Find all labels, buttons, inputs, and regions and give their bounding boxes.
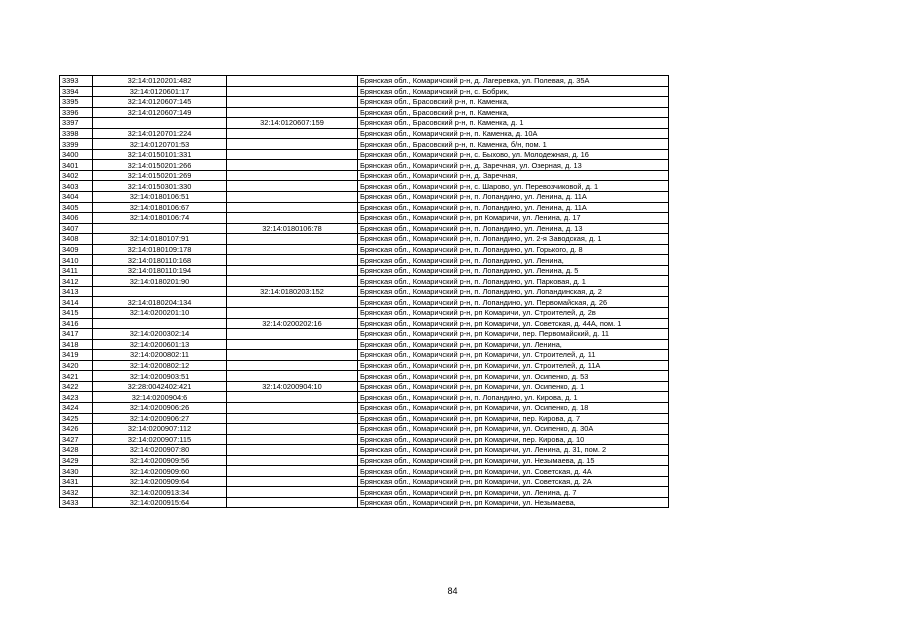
table-row: [60, 371, 669, 382]
address-cell: Брянская обл., Комаричский р-н, рп Комаричи, ул. Советская, д. 4А: [358, 466, 669, 477]
secondary-cadastral-number-cell: [227, 265, 358, 276]
row-number-cell: 3429: [60, 455, 93, 466]
secondary-cadastral-number-cell: [227, 170, 358, 181]
address-cell: Брянская обл., Комаричский р-н, рп Комаричи, ул. Осипенко, д. 30А: [358, 424, 669, 435]
address-cell: Брянская обл., Брасовский р-н, п. Каменка,: [358, 97, 669, 108]
cadastral-number-cell: 32:14:0200302:14: [93, 329, 227, 340]
property-table-body: [60, 76, 669, 508]
address-cell: Брянская обл., Брасовский р-н, п. Каменка,: [358, 107, 669, 118]
cadastral-number-cell: 32:14:0200906:26: [93, 402, 227, 413]
table-row: [60, 86, 669, 97]
table-row: [60, 487, 669, 498]
table-row: [60, 466, 669, 477]
cadastral-number-cell: [93, 223, 227, 234]
cadastral-number-cell: 32:14:0200601:13: [93, 339, 227, 350]
cadastral-number-cell: 32:14:0180201:90: [93, 276, 227, 287]
address-cell: Брянская обл., Комаричский р-н, рп Комаричи, ул. Советская, д. 44А, пом. 1: [358, 318, 669, 329]
cadastral-number-cell: 32:14:0180110:168: [93, 255, 227, 266]
table-row: [60, 128, 669, 139]
table-row: [60, 497, 669, 508]
cadastral-number-cell: 32:14:0150101:331: [93, 149, 227, 160]
cadastral-number-cell: 32:14:0200906:27: [93, 413, 227, 424]
cadastral-number-cell: [93, 118, 227, 129]
cadastral-number-cell: 32:14:0200802:11: [93, 350, 227, 361]
table-row: [60, 234, 669, 245]
secondary-cadastral-number-cell: [227, 149, 358, 160]
table-row: [60, 402, 669, 413]
secondary-cadastral-number-cell: [227, 160, 358, 171]
address-cell: Брянская обл., Комаричский р-н, рп Комаричи, ул. Незымаева, д. 15: [358, 455, 669, 466]
address-cell: Брянская обл., Комаричский р-н, рп Комаричи, ул. Ленина, д. 7: [358, 487, 669, 498]
table-row: [60, 350, 669, 361]
address-cell: Брянская обл., Брасовский р-н, п. Каменка, б/н, пом. 1: [358, 139, 669, 150]
table-row: [60, 213, 669, 224]
cadastral-number-cell: 32:14:0200907:112: [93, 424, 227, 435]
cadastral-number-cell: 32:14:0120701:224: [93, 128, 227, 139]
table-row: [60, 339, 669, 350]
table-row: [60, 192, 669, 203]
cadastral-number-cell: 32:14:0120701:53: [93, 139, 227, 150]
address-cell: Брянская обл., Комаричский р-н, рп Комаричи, ул. Строителей, д. 2в: [358, 308, 669, 319]
row-number-cell: 3418: [60, 339, 93, 350]
address-cell: Брянская обл., Комаричский р-н, д. Заречная, ул. Озерная, д. 13: [358, 160, 669, 171]
cadastral-number-cell: 32:14:0200903:51: [93, 371, 227, 382]
table-row: [60, 76, 669, 87]
address-cell: Брянская обл., Комаричский р-н, рп Комаричи, ул. Ленина, д. 17: [358, 213, 669, 224]
row-number-cell: 3400: [60, 149, 93, 160]
row-number-cell: 3431: [60, 476, 93, 487]
address-cell: Брянская обл., Комаричский р-н, п. Лопандино, ул. Парковая, д. 1: [358, 276, 669, 287]
secondary-cadastral-number-cell: [227, 424, 358, 435]
row-number-cell: 3395: [60, 97, 93, 108]
cadastral-number-cell: 32:14:0200909:60: [93, 466, 227, 477]
table-row: [60, 318, 669, 329]
secondary-cadastral-number-cell: [227, 255, 358, 266]
secondary-cadastral-number-cell: [227, 276, 358, 287]
table-row: [60, 118, 669, 129]
secondary-cadastral-number-cell: 32:14:0180203:152: [227, 286, 358, 297]
cadastral-number-cell: 32:14:0150201:269: [93, 170, 227, 181]
row-number-cell: 3404: [60, 192, 93, 203]
address-cell: Брянская обл., Комаричский р-н, п. Лопандино, ул. Первомайская, д. 26: [358, 297, 669, 308]
cadastral-number-cell: 32:14:0120607:149: [93, 107, 227, 118]
address-cell: Брянская обл., Комаричский р-н, рп Комаричи, ул. Строителей, д. 11А: [358, 360, 669, 371]
row-number-cell: 3423: [60, 392, 93, 403]
address-cell: Брянская обл., Комаричский р-н, рп Комаричи, ул. Ленина,: [358, 339, 669, 350]
cadastral-number-cell: 32:28:0042402:421: [93, 381, 227, 392]
cadastral-number-cell: 32:14:0200909:56: [93, 455, 227, 466]
table-row: [60, 329, 669, 340]
secondary-cadastral-number-cell: [227, 107, 358, 118]
cadastral-number-cell: 32:14:0120607:145: [93, 97, 227, 108]
row-number-cell: 3409: [60, 244, 93, 255]
table-row: [60, 97, 669, 108]
address-cell: Брянская обл., Комаричский р-н, п. Лопандино, ул. Ленина, д. 13: [358, 223, 669, 234]
address-cell: Брянская обл., Комаричский р-н, рп Комаричи, пер. Кирова, д. 7: [358, 413, 669, 424]
secondary-cadastral-number-cell: [227, 128, 358, 139]
row-number-cell: 3426: [60, 424, 93, 435]
cadastral-number-cell: 32:14:0200802:12: [93, 360, 227, 371]
table-row: [60, 381, 669, 392]
row-number-cell: 3432: [60, 487, 93, 498]
address-cell: Брянская обл., Комаричский р-н, с. Бобрик,: [358, 86, 669, 97]
table-row: [60, 255, 669, 266]
row-number-cell: 3393: [60, 76, 93, 87]
table-row: [60, 434, 669, 445]
address-cell: Брянская обл., Комаричский р-н, рп Комаричи, ул. Осипенко, д. 18: [358, 402, 669, 413]
table-row: [60, 476, 669, 487]
secondary-cadastral-number-cell: [227, 213, 358, 224]
secondary-cadastral-number-cell: [227, 308, 358, 319]
address-cell: Брянская обл., Комаричский р-н, рп Комаричи, ул. Осипенко, д. 53: [358, 371, 669, 382]
secondary-cadastral-number-cell: [227, 181, 358, 192]
address-cell: Брянская обл., Комаричский р-н, п. Лопандино, ул. 2-я Заводская, д. 1: [358, 234, 669, 245]
property-table: [59, 75, 669, 508]
secondary-cadastral-number-cell: [227, 360, 358, 371]
row-number-cell: 3396: [60, 107, 93, 118]
row-number-cell: 3422: [60, 381, 93, 392]
row-number-cell: 3433: [60, 497, 93, 508]
row-number-cell: 3427: [60, 434, 93, 445]
row-number-cell: 3424: [60, 402, 93, 413]
table-row: [60, 455, 669, 466]
secondary-cadastral-number-cell: [227, 202, 358, 213]
address-cell: Брянская обл., Комаричский р-н, с. Быхово, ул. Молодежная, д. 16: [358, 149, 669, 160]
table-row: [60, 107, 669, 118]
row-number-cell: 3430: [60, 466, 93, 477]
table-row: [60, 181, 669, 192]
table-row: [60, 360, 669, 371]
row-number-cell: 3425: [60, 413, 93, 424]
secondary-cadastral-number-cell: [227, 476, 358, 487]
table-row: [60, 286, 669, 297]
table-row: [60, 297, 669, 308]
address-cell: Брянская обл., Комаричский р-н, п. Лопандино, ул. Горького, д. 8: [358, 244, 669, 255]
page-number: 84: [447, 586, 458, 596]
secondary-cadastral-number-cell: [227, 497, 358, 508]
row-number-cell: 3398: [60, 128, 93, 139]
secondary-cadastral-number-cell: 32:14:0200202:16: [227, 318, 358, 329]
secondary-cadastral-number-cell: [227, 234, 358, 245]
cadastral-number-cell: 32:14:0200915:64: [93, 497, 227, 508]
secondary-cadastral-number-cell: [227, 86, 358, 97]
address-cell: Брянская обл., Комаричский р-н, рп Комаричи, ул. Осипенко, д. 1: [358, 381, 669, 392]
cadastral-number-cell: [93, 318, 227, 329]
row-number-cell: 3399: [60, 139, 93, 150]
row-number-cell: 3401: [60, 160, 93, 171]
table-row: [60, 170, 669, 181]
cadastral-number-cell: 32:14:0200907:80: [93, 445, 227, 456]
row-number-cell: 3410: [60, 255, 93, 266]
row-number-cell: 3413: [60, 286, 93, 297]
table-row: [60, 265, 669, 276]
row-number-cell: 3412: [60, 276, 93, 287]
row-number-cell: 3414: [60, 297, 93, 308]
row-number-cell: 3405: [60, 202, 93, 213]
cadastral-number-cell: 32:14:0150301:330: [93, 181, 227, 192]
address-cell: Брянская обл., Комаричский р-н, п. Лопандино, ул. Ленина,: [358, 255, 669, 266]
row-number-cell: 3411: [60, 265, 93, 276]
address-cell: Брянская обл., Комаричский р-н, п. Лопандино, ул. Кирова, д. 1: [358, 392, 669, 403]
address-cell: Брянская обл., Комаричский р-н, п. Лопандино, ул. Ленина, д. 5: [358, 265, 669, 276]
cadastral-number-cell: 32:14:0180107:91: [93, 234, 227, 245]
cadastral-number-cell: 32:14:0180106:51: [93, 192, 227, 203]
address-cell: Брянская обл., Комаричский р-н, рп Комаричи, ул. Ленина, д. 31, пом. 2: [358, 445, 669, 456]
row-number-cell: 3394: [60, 86, 93, 97]
table-row: [60, 276, 669, 287]
address-cell: Брянская обл., Комаричский р-н, с. Шарово, ул. Перевозчиковой, д. 1: [358, 181, 669, 192]
address-cell: Брянская обл., Комаричский р-н, рп Комаричи, пер. Кирова, д. 10: [358, 434, 669, 445]
secondary-cadastral-number-cell: [227, 97, 358, 108]
cadastral-number-cell: [93, 286, 227, 297]
cadastral-number-cell: 32:14:0180204:134: [93, 297, 227, 308]
cadastral-number-cell: 32:14:0200201:10: [93, 308, 227, 319]
address-cell: Брянская обл., Комаричский р-н, п. Лопандино, ул. Лопандинская, д. 2: [358, 286, 669, 297]
table-row: [60, 223, 669, 234]
secondary-cadastral-number-cell: 32:14:0120607:159: [227, 118, 358, 129]
address-cell: Брянская обл., Комаричский р-н, д. Заречная,: [358, 170, 669, 181]
cadastral-number-cell: 32:14:0150201:266: [93, 160, 227, 171]
row-number-cell: 3415: [60, 308, 93, 319]
secondary-cadastral-number-cell: [227, 455, 358, 466]
secondary-cadastral-number-cell: [227, 445, 358, 456]
address-cell: Брянская обл., Комаричский р-н, п. Лопандино, ул. Ленина, д. 11А: [358, 202, 669, 213]
row-number-cell: 3402: [60, 170, 93, 181]
cadastral-number-cell: 32:14:0180106:74: [93, 213, 227, 224]
row-number-cell: 3420: [60, 360, 93, 371]
secondary-cadastral-number-cell: [227, 371, 358, 382]
secondary-cadastral-number-cell: [227, 402, 358, 413]
row-number-cell: 3408: [60, 234, 93, 245]
row-number-cell: 3397: [60, 118, 93, 129]
cadastral-number-cell: 32:14:0180109:178: [93, 244, 227, 255]
table-row: [60, 160, 669, 171]
address-cell: Брянская обл., Комаричский р-н, п. Лопандино, ул. Ленина, д. 11А: [358, 192, 669, 203]
cadastral-number-cell: 32:14:0180110:194: [93, 265, 227, 276]
cadastral-number-cell: 32:14:0200907:115: [93, 434, 227, 445]
table-row: [60, 139, 669, 150]
secondary-cadastral-number-cell: [227, 244, 358, 255]
address-cell: Брянская обл., Комаричский р-н, рп Комаричи, ул. Строителей, д. 11: [358, 350, 669, 361]
address-cell: Брянская обл., Комаричский р-н, рп Комаричи, пер. Первомайский, д. 11: [358, 329, 669, 340]
row-number-cell: 3417: [60, 329, 93, 340]
secondary-cadastral-number-cell: [227, 466, 358, 477]
table-row: [60, 392, 669, 403]
cadastral-number-cell: 32:14:0200904:6: [93, 392, 227, 403]
secondary-cadastral-number-cell: [227, 434, 358, 445]
secondary-cadastral-number-cell: [227, 192, 358, 203]
row-number-cell: 3428: [60, 445, 93, 456]
table-row: [60, 445, 669, 456]
table-row: [60, 308, 669, 319]
table-row: [60, 424, 669, 435]
cadastral-number-cell: 32:14:0180106:67: [93, 202, 227, 213]
row-number-cell: 3421: [60, 371, 93, 382]
cadastral-number-cell: 32:14:0120201:482: [93, 76, 227, 87]
row-number-cell: 3416: [60, 318, 93, 329]
secondary-cadastral-number-cell: [227, 487, 358, 498]
secondary-cadastral-number-cell: [227, 329, 358, 340]
secondary-cadastral-number-cell: 32:14:0180106:78: [227, 223, 358, 234]
secondary-cadastral-number-cell: [227, 339, 358, 350]
secondary-cadastral-number-cell: [227, 350, 358, 361]
cadastral-number-cell: 32:14:0200913:34: [93, 487, 227, 498]
table-row: [60, 202, 669, 213]
address-cell: Брянская обл., Комаричский р-н, п. Каменка, д. 10А: [358, 128, 669, 139]
address-cell: Брянская обл., Брасовский р-н, п. Каменка, д. 1: [358, 118, 669, 129]
secondary-cadastral-number-cell: 32:14:0200904:10: [227, 381, 358, 392]
table-row: [60, 413, 669, 424]
secondary-cadastral-number-cell: [227, 76, 358, 87]
table-row: [60, 149, 669, 160]
row-number-cell: 3407: [60, 223, 93, 234]
cadastral-number-cell: 32:14:0120601:17: [93, 86, 227, 97]
cadastral-number-cell: 32:14:0200909:64: [93, 476, 227, 487]
row-number-cell: 3406: [60, 213, 93, 224]
row-number-cell: 3403: [60, 181, 93, 192]
secondary-cadastral-number-cell: [227, 297, 358, 308]
secondary-cadastral-number-cell: [227, 392, 358, 403]
address-cell: Брянская обл., Комаричский р-н, рп Комаричи, ул. Незымаева,: [358, 497, 669, 508]
secondary-cadastral-number-cell: [227, 413, 358, 424]
address-cell: Брянская обл., Комаричский р-н, д. Лагеревка, ул. Полевая, д. 35А: [358, 76, 669, 87]
secondary-cadastral-number-cell: [227, 139, 358, 150]
address-cell: Брянская обл., Комаричский р-н, рп Комаричи, ул. Советская, д. 2А: [358, 476, 669, 487]
table-row: [60, 244, 669, 255]
row-number-cell: 3419: [60, 350, 93, 361]
